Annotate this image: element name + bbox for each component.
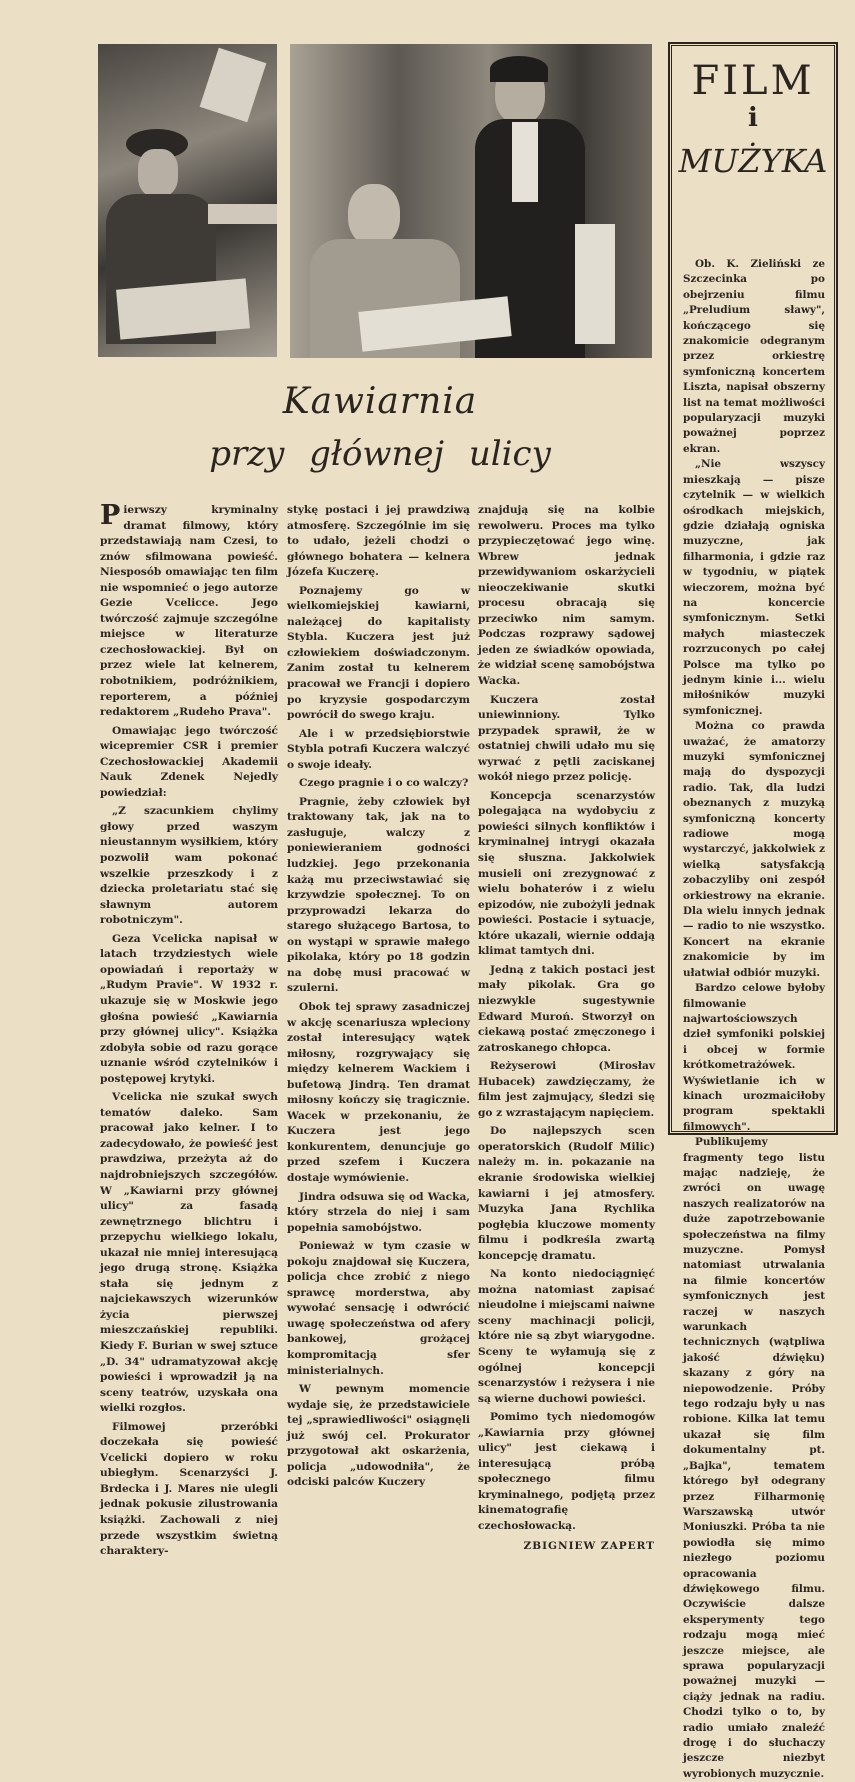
paragraph: Filmowej przeróbki doczekała się powieść Vcelicki dopiero w roku ubiegłym. Scenarzyści J. Brdecka i J. Mares nie ulegli jednak pokusie zilustrowania książki. Zachowali z niej przede wszystkim świetną charaktery- — [100, 1420, 278, 1558]
paragraph: Vcelicka nie szukał swych tematów daleko. Sam pracował jako kelner. I to zadecydowało, że powieść jest prawdziwa, przeżyta aż do najdrobniejszych szczegółów. W „Kawiarni przy głównej ulicy" za fasadą zewnętrznego blichtru i przepychu wielkiego lokalu, ukazał nie mniej interesującą jego drugą stronę. Książka stała się jednym z najciekawszych wizerunków życia pierwszej mieszczańskiej republiki. Kiedy F. Burian w swej sztuce „D. 34" udramatyzował akcję powieści i wprowadził ją na sceny teatrów, uzyskała ona wielki rozgłos. — [100, 1091, 278, 1415]
paragraph: Czego pragnie i o co walczy? — [299, 777, 469, 790]
paragraph: „Nie wszyscy mieszkają — pisze czytelnik — w wielkich ośrodkach miejskich, gdzie działają ogniska muzyczne, jak filharmonia, i gdzie raz w tygodniu, w piątek wieczorem, można być na koncercie symfonicznym. Setki małych miasteczek rozrzuconych po całej Polsce ma tylko po jednym kinie i... wielu miłośników muzyki symfonicznej. — [683, 458, 825, 717]
photo-newspaper-seller — [98, 44, 277, 357]
paragraph — [100, 500, 278, 721]
article-column-1 — [100, 500, 278, 1563]
paragraph: Można co prawda uważać, że amatorzy muzyki symfonicznej mają do dyspozycji radio. Tak, dla ludzi obeznanych z muzyką symfoniczną koncerty radiowe mogą wystarczyć, jakkolwiek z wielką satysfakcją zobaczyliby oni zespół orkiestrowy na ekranie. Dla wielu innych jednak — radio to nie wszystko. Koncert na ekranie znakomicie by im ułatwiał odbiór muzyki. — [683, 720, 825, 979]
paragraph: Koncepcja scenarzystów polegająca na wydobyciu z powieści silnych konfliktów i kryminalnej intrygi okazała się słuszna. Jakkolwiek musieli oni zrezygnować z wielu bohaterów i z wielu epizodów, nie zubożyli jednak powieści. Postacie i sytuacje, które ukazali, wiernie oddają klimat tamtych dni. — [478, 789, 655, 958]
paragraph: Ob. K. Zieliński ze Szczecinka po obejrzeniu filmu „Preludium sławy", kończącego się znakomicie odegranym przez orkiestrę symfoniczną koncertem Liszta, napisał obszerny list na temat możliwości popularyzacji muzyki poważnej poprzez ekran. — [683, 258, 825, 455]
paragraph: Ponieważ w tym czasie w pokoju znajdował się Kuczera, policja chce zrobić z niego sprawcę morderstwa, aby wywołać sensację i odwrócić uwagę społeczeństwa od afery bankowej, grożącej kompromitacją sfer ministerialnych. — [287, 1240, 470, 1377]
article-column-2 — [287, 503, 470, 1494]
paragraph: Geza Vcelicka napisał w latach trzydziestych wiele opowiadań i reportaży w „Rudym Pravie". W 1932 r. ukazuje się w Moskwie jego głośna powieść „Kawiarnia przy głównej ulicy". Książka zdobyła sobie od razu gorące uznanie wśród czytelników i postępowej krytyki. — [100, 932, 278, 1085]
sidebar-title-line1: FILM — [691, 58, 815, 104]
sidebar-title-line2: i — [748, 103, 758, 133]
paragraph: Poznajemy go w wielkomiejskiej kawiarni, należącej do kapitalisty Stybla. Kuczera jest już człowiekiem doświadczonym. Zanim został tu kelnerem pracował we Francji i dopiero po kryzysie gospodarczym powrócił do swego kraju. — [287, 584, 470, 722]
photo-cafe-scene — [290, 44, 652, 358]
paragraph: Obok tej sprawy zasadniczej w akcję scenariusza wpleciony został interesujący wątek miłosny, rozgrywający się między kelnerem Wackiem i bufetową Jindrą. Ten dramat miłosny kończy się tragicznie. Wacek w przekonaniu, że Kuczera jest jego konkurentem, denuncjuje go przed szefem i Kuczera dostaje wymówienie. — [287, 1000, 470, 1184]
sidebar-title-line3: MUŻYKA — [678, 142, 828, 180]
drop-cap: P — [100, 500, 121, 531]
paragraph: Jedną z takich postaci jest mały pikolak. Gra go niezwykle sugestywnie Edward Muroń. Stworzył on ciekawą postać zmęczonego i zatroskanego chłopca. — [478, 963, 655, 1054]
paragraph: Pomimo tych niedomogów „Kawiarnia przy głównej ulicy" jest ciekawą i interesującą próbą społecznego filmu kryminalnego, podjętą przez kinematografię czechosłowacką. — [478, 1411, 655, 1532]
paragraph: Kuczera został uniewinniony. Tylko przypadek sprawił, że w ostatniej chwili udało mu się wyrwać z pętli zaciskanej wokół niego przez policję. — [478, 693, 655, 784]
paragraph: Publikujemy fragmenty tego listu mając nadzieję, że zwróci on uwagę naszych realizatorów na duże zapotrzebowanie społeczeństwa na filmy muzyczne. Pomysł natomiast utrwalania na filmie koncertów symfonicznych jest raczej w naszych warunkach technicznych (wątpliwa jakość dźwięku) skazany z góry na niepowodzenie. Próby tego rodzaju były u nas robione. Kilka lat temu ukazał się film dokumentalny pt. „Bajka", tematem którego był odegrany przez Filharmonię Warszawską utwór Moniuszki. Próba ta nie powiodła się mimo niezłego poziomu opracowania dźwiękowego filmu. Oczywiście dalsze eksperymenty tego rodzaju mogą mieć jeszcze miejsce, ale sprawa popularyzacji poważnej muzyki — ciąży jednak na radiu. Chodzi tylko o to, by radio umiało znaleźć drogę i do słuchaczy jeszcze niezbyt wyrobionych muzycznie. — [683, 1136, 825, 1780]
paragraph: Jindra odsuwa się od Wacka, który strzela do niej i sam popełnia samobójstwo. — [287, 1190, 470, 1234]
article-column-3 — [478, 503, 655, 1554]
article-headline-line1: Kawiarnia — [282, 381, 478, 422]
byline: ZBIGNIEW ZAPERT — [523, 1539, 655, 1552]
paragraph: „Z szacunkiem chylimy głowy przed waszym nieustannym wysiłkiem, który pozwolił wam pokonać wszelkie przeszkody i z dziecka proletariatu stać się sławnym autorem robotniczym". — [100, 805, 278, 927]
paragraph: Ale i w przedsiębiorstwie Stybla potrafi Kuczera walczyć o swoje ideały. — [287, 727, 470, 771]
paragraph: Reżyserowi (Mirosłav Hubacek) zawdzięczamy, że film jest zajmujący, śledzi się go z wzrastającym napięciem. — [478, 1060, 655, 1119]
paragraph: Pragnie, żeby człowiek był traktowany tak, jak na to zasługuje, walczy z poniewieraniem godności ludzkiej. Jego przekonania każą mu przeciwstawiać się krzywdzie społecznej. To on przyprowadzi lekarza do starego służącego Bartosa, to on wystąpi w sprawie małego pikolaka, który po 18 godzin na dobę musi pracować w szulerni. — [287, 795, 470, 995]
paragraph: Na konto niedociągnięć można natomiast zapisać nieudolne i miejscami naiwne sceny machinacji policji, które nie są zbyt wiarygodne. Sceny te wyłamują się z ogólnej koncepcji scenarzystów i reżysera i nie są wierne duchowi powieści. — [478, 1268, 655, 1405]
paragraph-text: ierwszy kryminalny dramat filmowy, który przedstawiają nam Czesi, to znów sfilmowana powieść. Niesposób omawiając ten film nie wspomnieć o jego autorze Gezie Vcelicce. Jego twórczość zajmuje szczególne miejsce w literaturze czechosłowackiej. Był on przez wiele lat kelnerem, robotnikiem, podróżnikiem, reporterem, a później redaktorem „Rudeho Prava". — [100, 504, 278, 719]
paragraph: W pewnym momencie wydaje się, że przedstawiciele tej „sprawiedliwości" osiągnęli już swój cel. Prokurator przygotował akt oskarżenia, policja „udowodniła", że odciski palców Kuczery — [287, 1383, 470, 1489]
paragraph: Omawiając jego twórczość wicepremier CSR i premier Czechosłowackiej Akademii Nauk Zdenek Nejedly powiedział: — [100, 724, 278, 799]
paragraph: znajdują się na kolbie rewolweru. Proces ma tylko przypieczętować jego winę. Wbrew jednak przewidywaniom oskarżycieli nieoczekiwanie skutki procesu obracają się przeciwko nim samym. Podczas rozprawy sądowej jeden ze świadków opowiada, że widział scenę samobójstwa Wacka. — [478, 504, 655, 688]
sidebar-text — [683, 257, 825, 1782]
paragraph: Do najlepszych scen operatorskich (Rudolf Milic) należy m. in. pokazanie na ekranie środowiska wielkiej kawiarni i jej atmosfery. Muzyka Jana Rychlika pogłębia kluczowe momenty filmu i podkreśla zwartą koncepcję dramatu. — [478, 1125, 655, 1262]
article-headline-line2: przy głównej ulicy — [209, 434, 551, 474]
paragraph: stykę postaci i jej prawdziwą atmosferę. Szczególnie im się to udało, jeżeli chodzi o głównego bohatera — kelnera Józefa Kuczerę. — [287, 504, 470, 579]
paragraph: Bardzo celowe byłoby filmowanie najwartościowszych dzieł symfoniki polskiej i obcej w formie krótkometrażówek. Wyświetlanie ich w kinach urozmaiciłoby program spektakli filmowych". — [683, 982, 825, 1133]
sidebar-box — [668, 42, 838, 1780]
